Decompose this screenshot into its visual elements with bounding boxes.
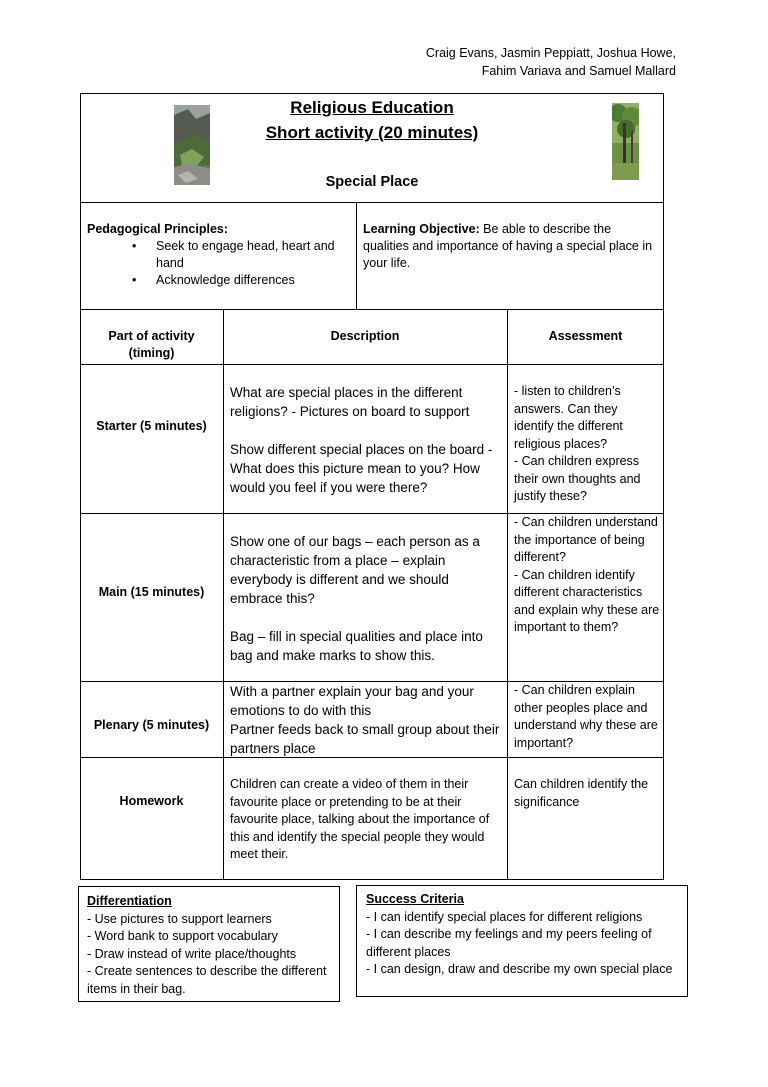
header-part-line1: Part of activity [108,329,195,343]
description-paragraph: What are special places in the different religions? - Pictures on board to support [230,385,470,419]
special-place-photo-right [612,103,639,180]
page-title: Religious Education [290,98,454,117]
table-col-divider-2 [507,309,508,880]
description-paragraph: Show different special places on the board - What does this picture mean to you? How would you feel if you were there? [230,442,493,495]
principles-divider [356,202,357,310]
row-assessment-main: - Can children understand the importance of being different? - Can children identify different characteristics and explain why these are important to them? [514,515,660,634]
objective-text: Be able to describe the qualities and importance of having a special place in your life. [363,222,653,270]
row-assessment-plenary: - Can children explain other peoples place and understand why these are important? [514,683,658,750]
differentiation-item: - Create sentences to describe the different items in their bag. [87,964,327,996]
principles-label: Pedagogical Principles: [87,222,229,236]
page-subtitle: Short activity (20 minutes) [265,123,479,142]
principle-item: • Seek to engage head, heart and hand [132,239,335,270]
row-description-main [230,532,502,665]
row-part-homework: Homework [119,794,184,808]
description-paragraph: Bag – fill in special qualities and place into bag and make marks to show this. [230,629,483,663]
authors-line-1: Craig Evans, Jasmin Peppiatt, Joshua Howe, [425,46,676,60]
objective-label: Learning Objective: [363,222,480,236]
topic-title: Special Place [325,174,419,190]
header-assessment: Assessment [548,329,623,343]
success-criteria-item: - I can identify special places for different religions [366,909,643,924]
differentiation-content [87,893,335,998]
header-description: Description [330,329,400,343]
principles-list [87,238,352,289]
table-col-divider-1 [223,309,224,880]
row-part-main: Main (15 minutes) [98,585,205,599]
learning-objective [363,221,658,272]
header-part-of-activity [80,328,223,362]
row-assessment-homework: Can children identify the significance [514,777,649,809]
principle-text: Acknowledge differences [156,273,295,287]
differentiation-title: Differentiation [87,894,172,908]
success-criteria-item: - I can design, draw and describe my own special place [366,962,673,976]
row-description-plenary: With a partner explain your bag and your emotions to do with this Partner feeds back to small group about their partners place [230,684,500,756]
row-description-homework: Children can create a video of them in their favourite place or pretending to be at their favourite place, talking about the importance of this and identify the special people they would meet their. [230,777,490,861]
row-part-starter: Starter (5 minutes) [96,419,207,433]
success-criteria-item: - I can describe my feelings and my peers feeling of different places [366,927,652,959]
differentiation-item: - Use pictures to support learners [87,911,272,926]
pedagogical-principles [87,221,352,289]
row-part-plenary: Plenary (5 minutes) [93,718,210,732]
authors [380,44,676,80]
differentiation-item: - Word bank to support vocabulary [87,929,278,943]
special-place-photo-left [174,105,210,185]
table-row-divider [80,364,664,365]
differentiation-item: - Draw instead of write place/thoughts [87,946,297,961]
principle-text: Seek to engage head, heart and hand [156,239,335,270]
row-description-starter [230,383,502,497]
description-paragraph: Show one of our bags – each person as a characteristic from a place – explain everybody is different and we should embrace this? [230,534,480,606]
success-criteria-content [366,891,682,993]
authors-line-2: Fahim Variava and Samuel Mallard [481,64,676,78]
header-part-line2: (timing) [128,346,175,360]
principle-item: • Acknowledge differences [132,273,295,287]
success-criteria-title: Success Criteria [366,892,464,906]
row-assessment-starter: - listen to children’s answers. Can they identify the different religious places? - Can children express their own thoughts and justify these? [514,384,641,503]
